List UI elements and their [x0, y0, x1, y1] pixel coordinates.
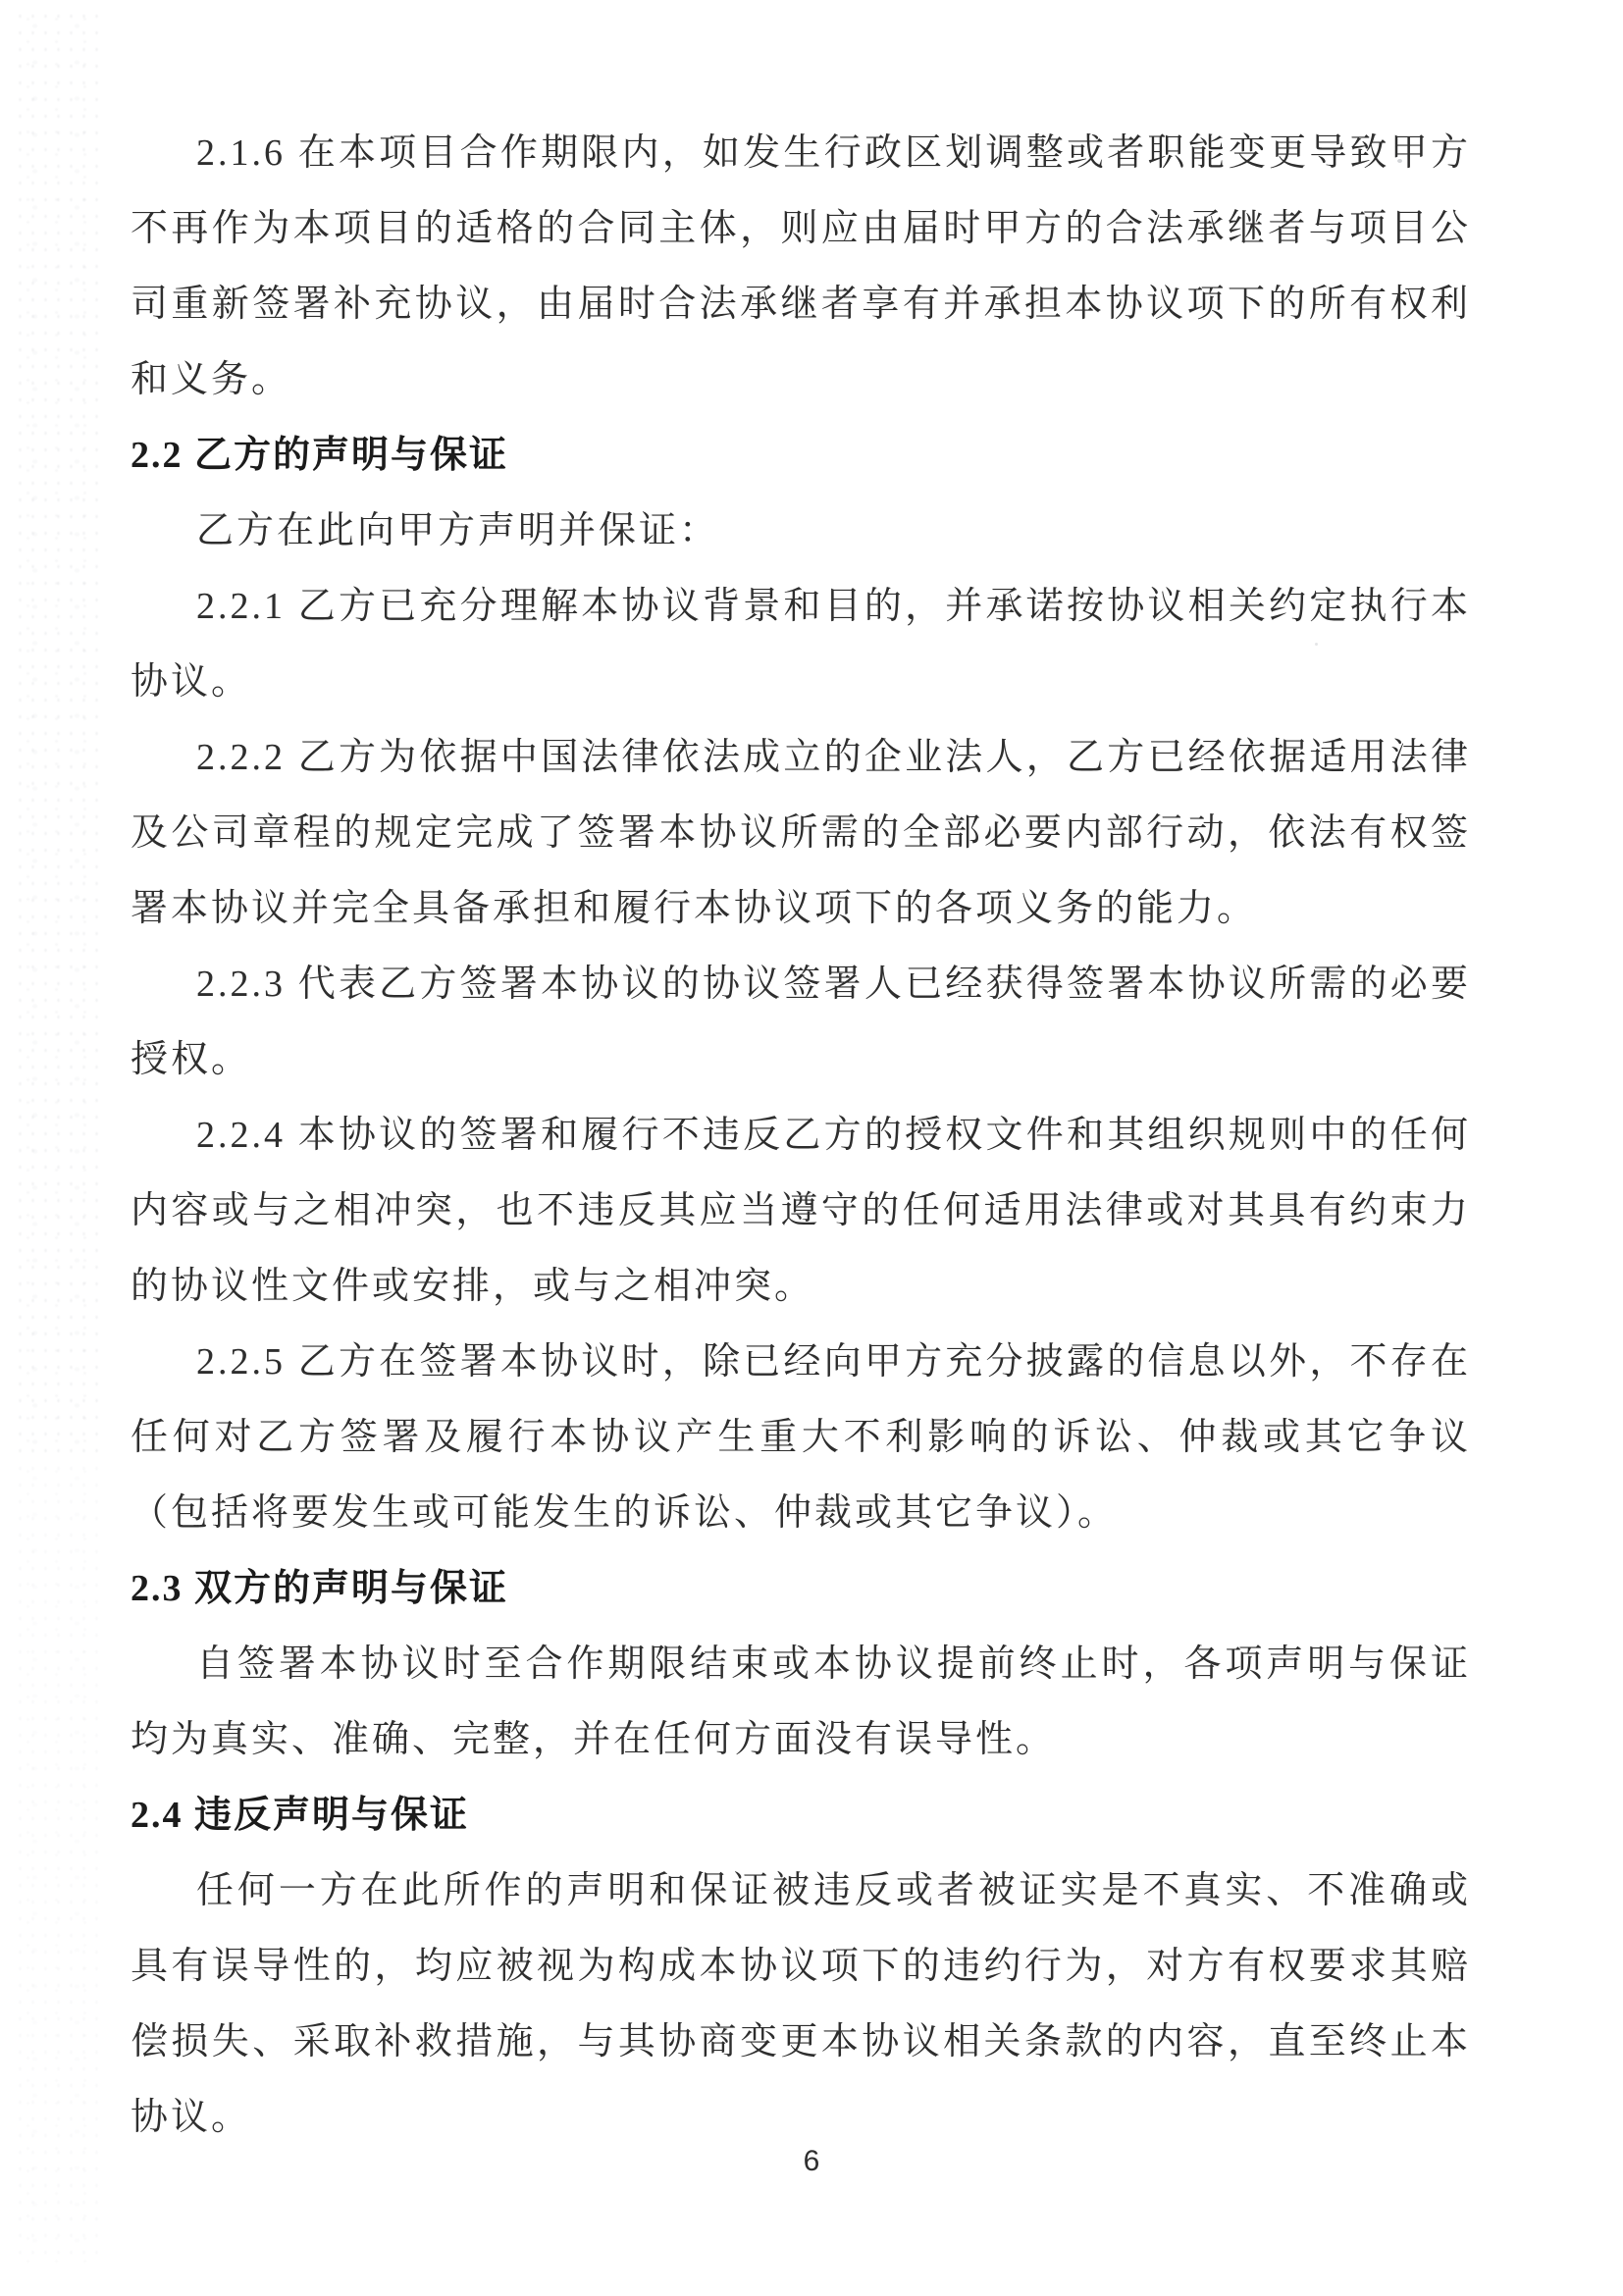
- scan-noise-left-edge: [14, 8, 104, 1460]
- clause-2-4-body: 任何一方在此所作的声明和保证被违反或者被证实是不真实、不准确或具有误导性的，均应被视为构成本协议项下的违约行为，对方有权要求其赔偿损失、采取补救措施，与其协商变更本协议相关条款的内容，直至终止本协议。: [131, 1870, 1471, 2138]
- heading-2-2: 2.2 乙方的声明与保证: [131, 435, 509, 476]
- scan-noise-left-edge-lower: [14, 1460, 104, 2265]
- heading-2-3: 2.3 双方的声明与保证: [131, 1568, 509, 1609]
- clause-2-2-intro: 乙方在此向甲方声明并保证：: [196, 510, 720, 551]
- clause-2-2-5: 2.2.5 乙方在签署本协议时，除已经向甲方充分披露的信息以外，不存在任何对乙方签署及履行本协议产生重大不利影响的诉讼、仲裁或其它争议（包括将要发生或可能发生的诉讼、仲裁或其它争议）。: [131, 1341, 1471, 1534]
- clause-2-1-6: 2.1.6 在本项目合作期限内，如发生行政区划调整或者职能变更导致甲方不再作为本项目的适格的合同主体，则应由届时甲方的合法承继者与项目公司重新签署补充协议，由届时合法承继者享有并承担本协议项下的所有权利和义务。: [131, 132, 1471, 400]
- clause-2-2-3: 2.2.3 代表乙方签署本协议的协议签署人已经获得签署本协议所需的必要授权。: [131, 964, 1471, 1080]
- page-number: 6: [803, 2145, 820, 2177]
- clause-2-2-1: 2.2.1 乙方已充分理解本协议背景和目的，并承诺按协议相关约定执行本协议。: [131, 586, 1471, 703]
- clause-2-3-body: 自签署本协议时至合作期限结束或本协议提前终止时，各项声明与保证均为真实、准确、完整，并在任何方面没有误导性。: [131, 1644, 1471, 1760]
- clause-2-2-4: 2.2.4 本协议的签署和履行不违反乙方的授权文件和其组织规则中的任何内容或与之相冲突，也不违反其应当遵守的任何适用法律或对其具有约束力的协议性文件或安排，或与之相冲突。: [131, 1115, 1471, 1307]
- page-body-text: [131, 116, 1471, 2156]
- heading-2-4: 2.4 违反声明与保证: [131, 1795, 470, 1836]
- clause-2-2-2: 2.2.2 乙方为依据中国法律依法成立的企业法人，乙方已经依据适用法律及公司章程的规定完成了签署本协议所需的全部必要内部行动，依法有权签署本协议并完全具备承担和履行本协议项下的各项义务的能力。: [131, 737, 1471, 929]
